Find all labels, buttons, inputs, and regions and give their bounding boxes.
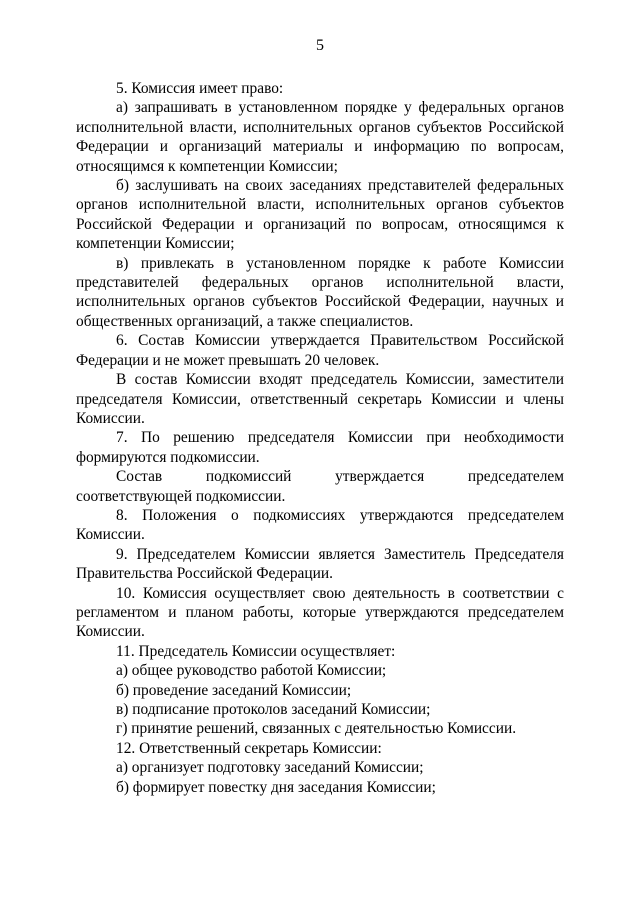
paragraph-5-heading: 5. Комиссия имеет право: <box>116 80 284 97</box>
paragraph-12-heading: 12. Ответственный секретарь Комиссии: <box>116 739 382 757</box>
paragraph-7: 7. По решению председателя Комиссии при необходимости формируются подкомиссии. <box>76 429 564 466</box>
paragraph-5v: в) привлекать в установленном порядке к работе Комиссии представителей федеральных органов исполнительной власти, исполнительных органов субъектов Российской Федерации, научных и общественных организаций, а также специалистов. <box>76 254 564 330</box>
paragraph-8: 8. Положения о подкомиссиях утверждаются председателем Комиссии. <box>76 506 564 544</box>
paragraph-11g: г) принятие решений, связанных с деятельностью Комиссии. <box>116 720 517 738</box>
paragraph-11b: б) проведение заседаний Комиссии; <box>116 681 352 699</box>
paragraph-11a: а) общее руководство работой Комиссии; <box>116 662 387 680</box>
paragraph-5b: б) заслушивать на своих заседаниях представителей федеральных органов исполнительной власти, исполнительных органов субъектов Российской Федерации и организаций по вопросам, относящимся к компетенции Комиссии; <box>76 177 564 253</box>
paragraph-10: 10. Комиссия осуществляет свою деятельность в соответствии с регламентом и планом работы, которые утверждаются председателем Комиссии. <box>76 584 564 641</box>
paragraph-7-composition: Состав подкомиссий утверждается председателем соответствующей подкомиссии. <box>76 468 564 505</box>
paragraph-6-composition: В состав Комиссии входят председатель Комиссии, заместители председателя Комиссии, ответственный секретарь Комиссии и члены Комиссии. <box>76 371 564 427</box>
paragraph-5a: а) запрашивать в установленном порядке у федеральных органов исполнительной власти, исполнительных органов субъектов Российской Федерации и организаций материалы и информацию по вопросам, относящимся к компетенции Комиссии; <box>76 99 564 175</box>
paragraph-12a: а) организует подготовку заседаний Комиссии; <box>116 759 424 777</box>
paragraph-9: 9. Председателем Комиссии является Заместитель Председателя Правительства Российской Федерации. <box>76 545 564 583</box>
paragraph-6: 6. Состав Комиссии утверждается Правительством Российской Федерации и не может превышать 20 человек. <box>76 332 564 369</box>
paragraph-11-heading: 11. Председатель Комиссии осуществляет: <box>116 642 396 660</box>
paragraph-11v: в) подписание протоколов заседаний Комиссии; <box>116 701 431 718</box>
page-number: 5 <box>316 37 324 54</box>
document-body <box>76 79 564 797</box>
paragraph-12b: б) формирует повестку дня заседания Комиссии; <box>116 778 436 796</box>
